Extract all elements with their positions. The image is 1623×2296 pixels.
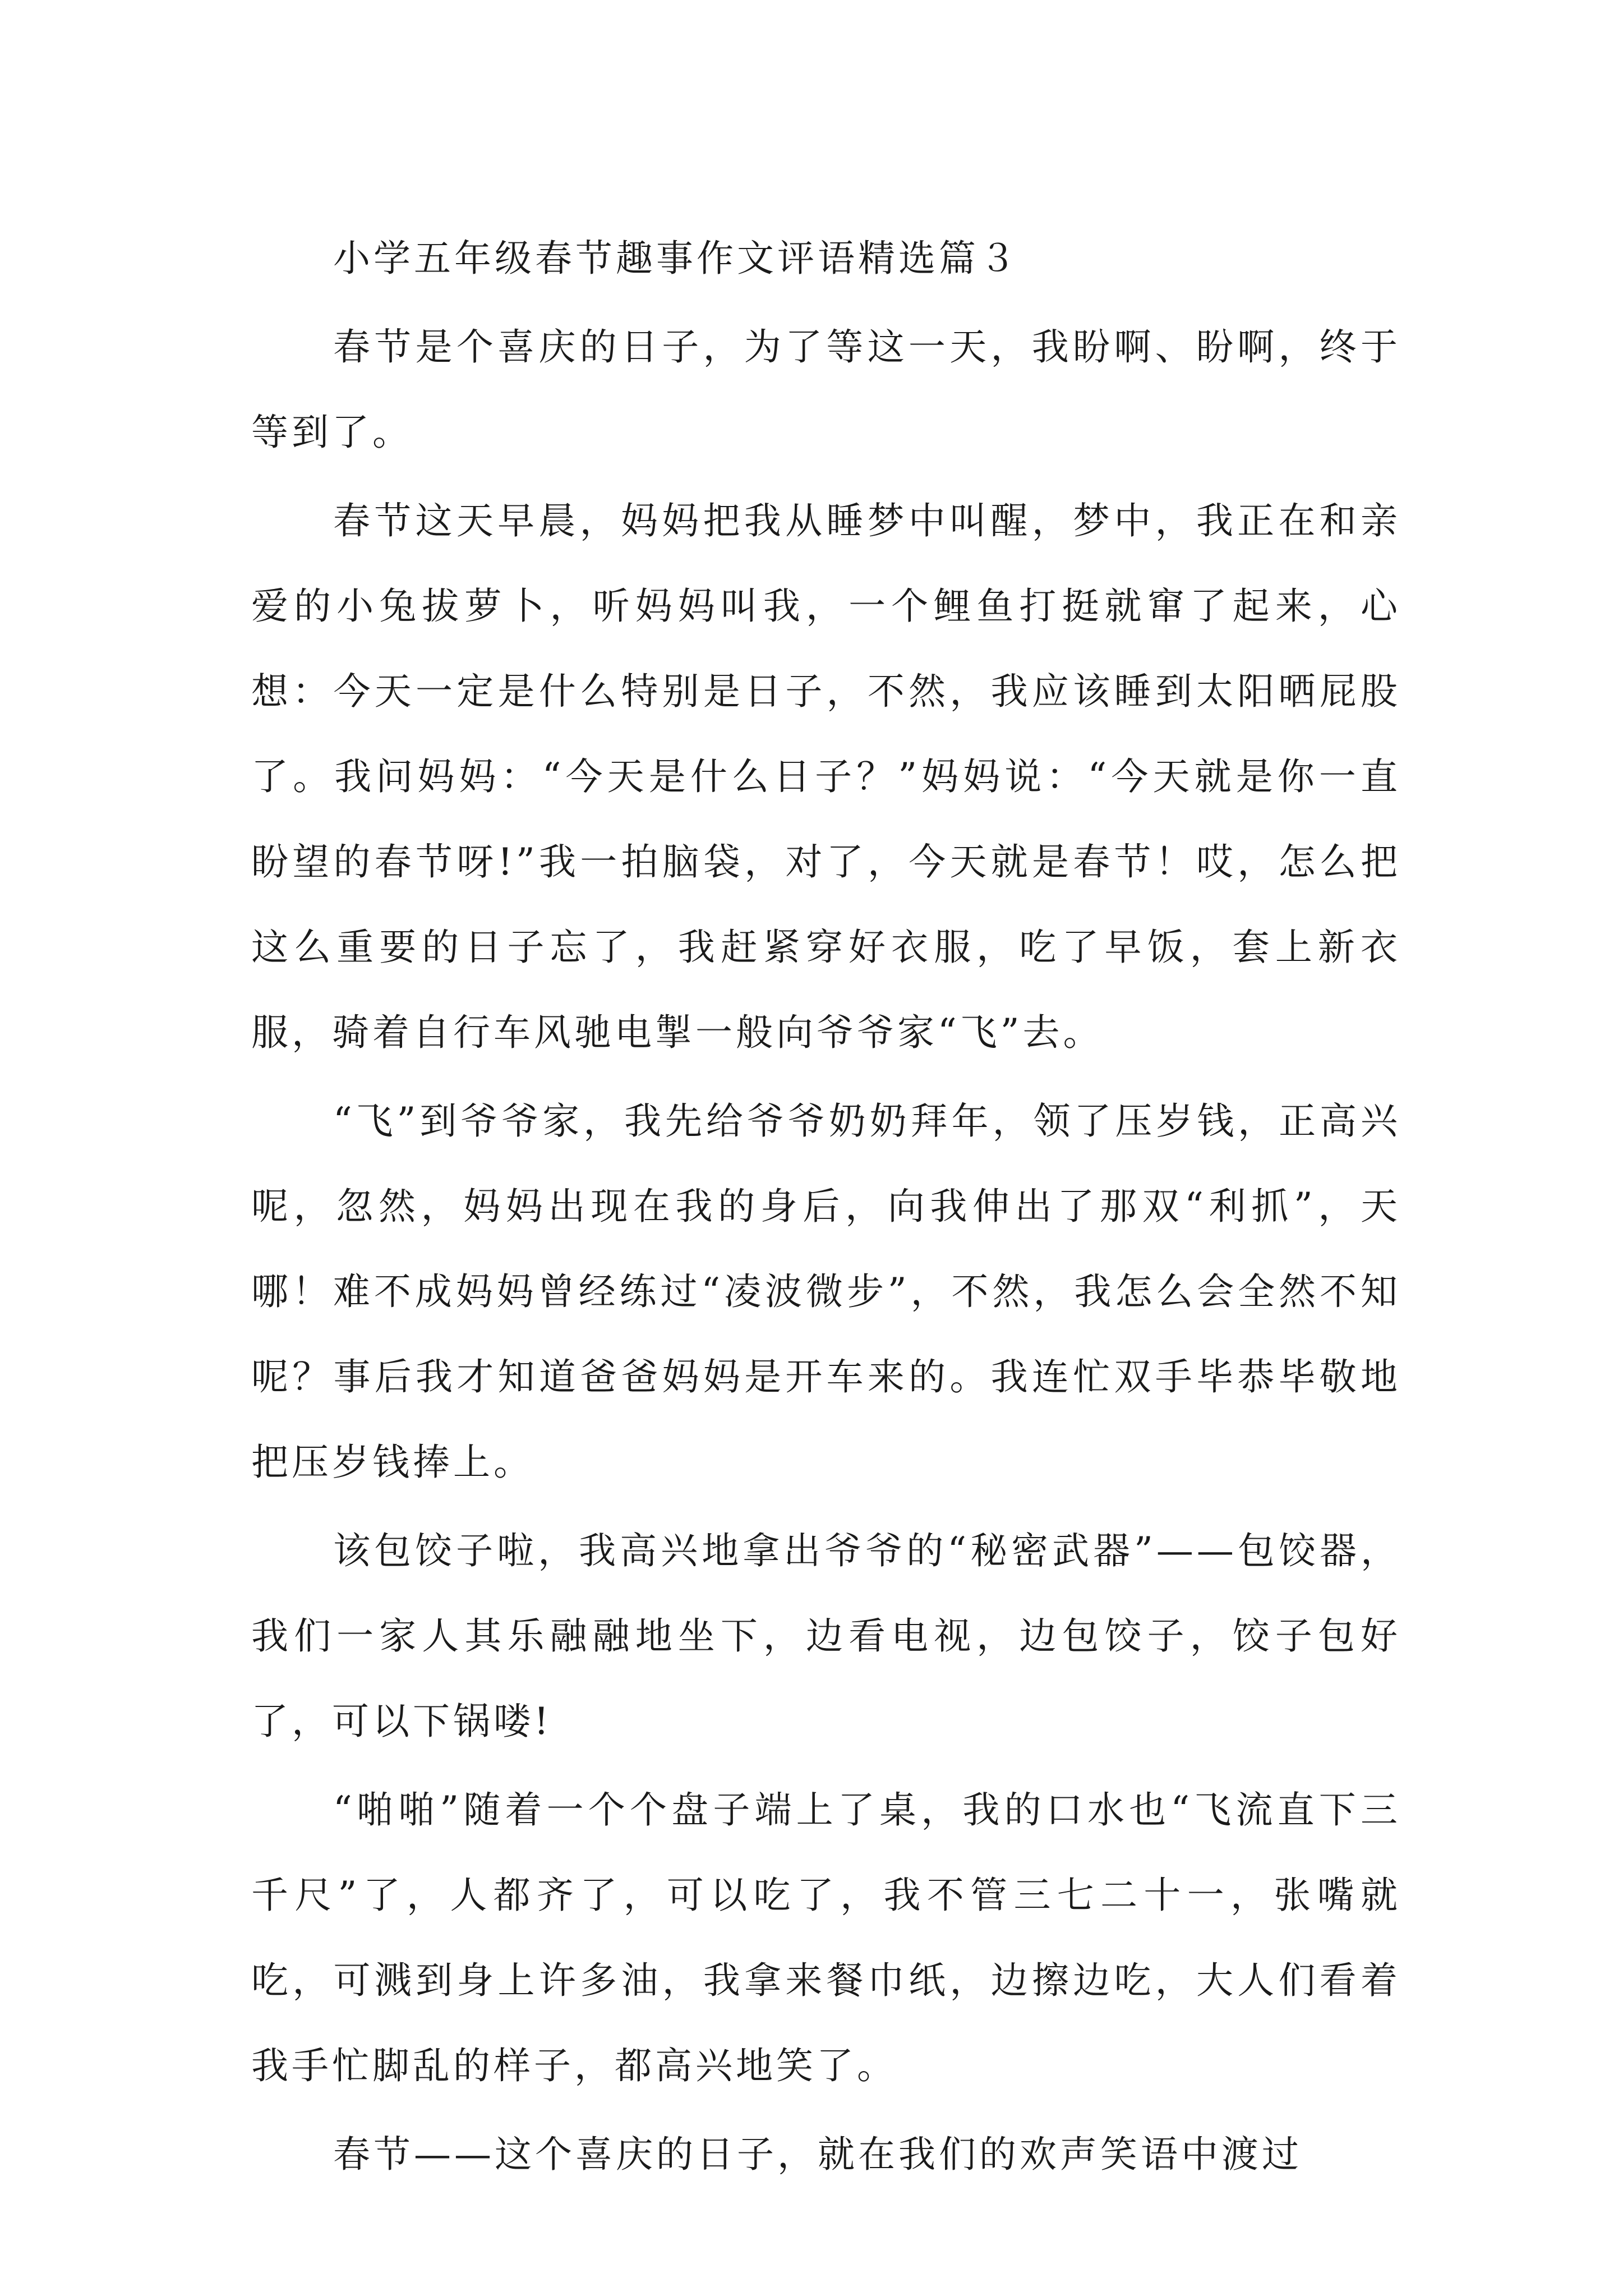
- paragraph-2: 春节这天早晨，妈妈把我从睡梦中叫醒，梦中，我正在和亲爱的小兔拔萝卜，听妈妈叫我，一个鲤鱼打挺就窜了起来，心想：今天一定是什么特别是日子，不然，我应该睡到太阳晒屁股了。我问妈妈：“今天是什么日子？”妈妈说：“今天就是你一直盼望的春节呀!”我一拍脑袋，对了，今天就是春节！哎，怎么把这么重要的日子忘了，我赶紧穿好衣服，吃了早饭，套上新衣服，骑着自行车风驰电掣一般向爷爷家“飞”去。: [251, 499, 1401, 1054]
- document-body: [251, 216, 1401, 2201]
- paragraph-4: 该包饺子啦，我高兴地拿出爷爷的“秘密武器”——包饺器，我们一家人其乐融融地坐下，边看电视，边包饺子，饺子包好了，可以下锅喽!: [251, 1529, 1401, 1743]
- paragraph-6: 春节——这个喜庆的日子，就在我们的欢声笑语中渡过: [333, 2133, 1302, 2176]
- document-title: 小学五年级春节趣事作文评语精选篇３: [333, 237, 1020, 280]
- paragraph-3: “飞”到爷爷家，我先给爷爷奶奶拜年，领了压岁钱，正高兴呢，忽然，妈妈出现在我的身后，向我伸出了那双“利抓”，天哪！难不成妈妈曾经练过“凌波微步”，不然，我怎么会全然不知呢？事后我才知道爸爸妈妈是开车来的。我连忙双手毕恭毕敬地把压岁钱捧上。: [251, 1099, 1401, 1484]
- paragraph-1: 春节是个喜庆的日子，为了等这一天，我盼啊、盼啊，终于等到了。: [251, 325, 1401, 454]
- paragraph-5: “啪啪”随着一个个盘子端上了桌，我的口水也“飞流直下三千尺”了，人都齐了，可以吃了，我不管三七二十一，张嘴就吃，可溅到身上许多油，我拿来餐巾纸，边擦边吃，大人们看着我手忙脚乱的样子，都高兴地笑了。: [251, 1788, 1401, 2087]
